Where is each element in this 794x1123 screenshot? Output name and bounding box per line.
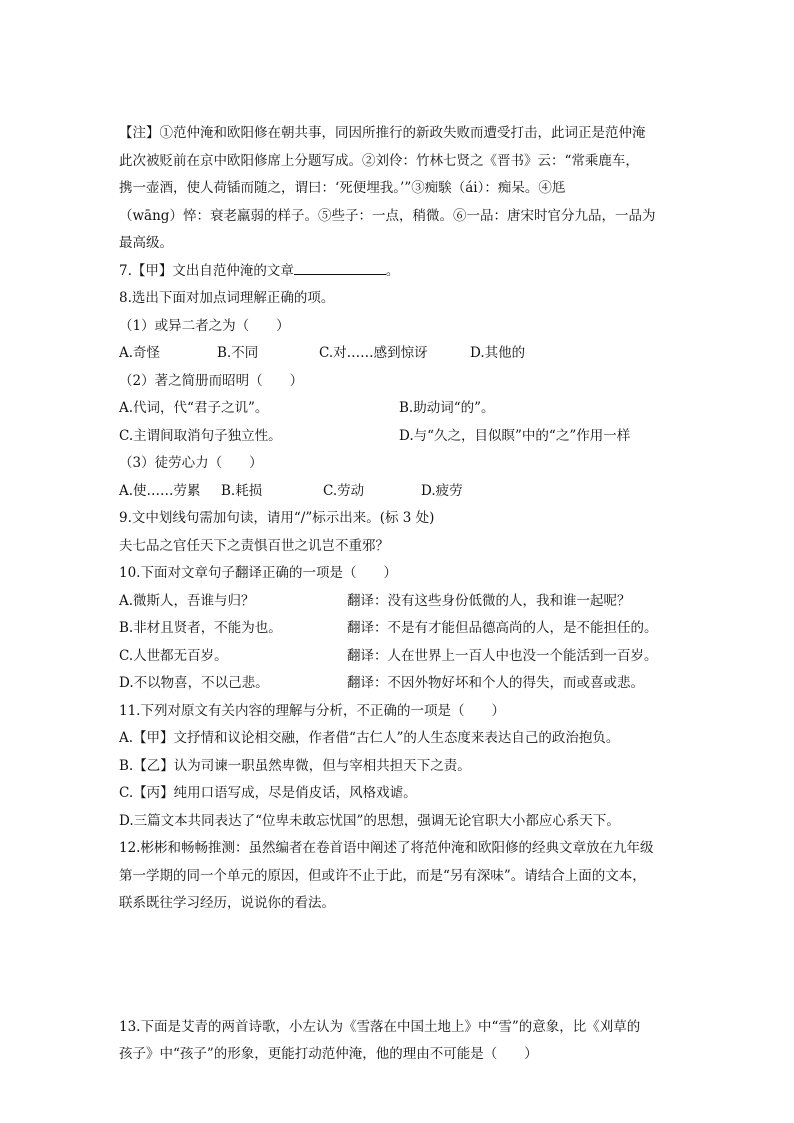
option-b[interactable]: B.耗损: [221, 482, 263, 499]
q10-sentence: A.微斯人，吾谁与归？: [119, 592, 255, 609]
question-8: [119, 285, 679, 505]
q8-sub1-options: [119, 340, 679, 368]
option-a[interactable]: A.使……劳累: [119, 482, 201, 499]
q10-translation: 翻译：不是有才能但品德高尚的人，是不能担任的。: [347, 620, 658, 636]
q10-option-row[interactable]: [119, 588, 679, 616]
q8-sub2-options-row2: [119, 423, 679, 451]
question-12: [119, 835, 679, 918]
q8-sub3-options: [119, 478, 679, 506]
q10-option-row[interactable]: [119, 615, 679, 643]
question-7: [119, 258, 679, 286]
option-d[interactable]: D.其他的: [470, 345, 526, 361]
q9-stem: 9.文中划线句需加句读，请用“/”标示出来。(标 3 处): [119, 510, 435, 526]
option-a[interactable]: A.代词，代“君子之讥”。: [119, 400, 269, 416]
q10-translation: 翻译：没有这些身份低微的人，我和谁一起呢？: [347, 592, 631, 609]
answer-space[interactable]: [119, 918, 679, 1014]
option-a[interactable]: A.【甲】文抒情和议论相交融，作者借“古仁人”的人生态度来表达自己的政治抱负。: [119, 730, 620, 746]
q7-stem: 7.【甲】文出自范仲淹的文章: [119, 262, 294, 279]
option-b[interactable]: B.助动词“的”。: [399, 400, 495, 416]
q10-translation: 翻译：人在世界上一百人中也没一个能活到一百岁。: [347, 647, 658, 664]
q12-line: 12.彬彬和畅畅推测：虽然编者在卷首语中阐述了将范仲淹和欧阳修的经典文章放在九年级: [119, 840, 654, 856]
note-line: 携一壶酒，使人荷锸而随之，谓曰：‘死便埋我。’”③痴騃（ái）：痴呆。④尪: [119, 180, 566, 196]
q8-sub1-stem: （1）或异二者之为（ ）: [119, 317, 290, 334]
q9-sentence[interactable]: 夫七品之官任天下之责惧百世之讥岂不重邪？: [119, 537, 389, 554]
question-11: [119, 698, 679, 836]
option-a[interactable]: A.奇怪: [119, 345, 161, 361]
exam-page: [119, 120, 679, 1069]
option-c[interactable]: C.主谓间取消句子独立性。: [119, 427, 282, 444]
option-d[interactable]: D.三篇文本共同表达了“位卑未敢忘忧国”的思想，强调无论官职大小都应心系天下。: [119, 812, 620, 829]
q10-sentence: B.非材且贤者，不能为也。: [119, 620, 282, 636]
question-10: [119, 560, 679, 698]
q7-end: 。: [385, 262, 400, 279]
note-block: [119, 120, 679, 258]
q8-stem: 8.选出下面对加点词理解正确的项。: [119, 290, 335, 306]
option-b[interactable]: B.【乙】认为司谏一职虽然卑微，但与宰相共担天下之责。: [119, 757, 471, 774]
question-13: [119, 1014, 679, 1069]
q8-sub3-stem: （3）徒劳心力（ ）: [119, 455, 263, 471]
note-line: （wāng）悴：衰老羸弱的样子。⑤些子：一点，稍微。⑥一品：唐宋时官分九品，一品为: [119, 207, 656, 224]
note-line: 【注】①范仲淹和欧阳修在朝共事，同因所推行的新政失败而遭受打击，此词正是范仲淹: [119, 125, 646, 141]
option-d[interactable]: D.与“久之，目似瞑”中的“之”作用一样: [399, 427, 631, 444]
q11-stem: 11.下列对原文有关内容的理解与分析，不正确的一项是（ ）: [119, 702, 505, 719]
q10-sentence: C.人世都无百岁。: [119, 647, 228, 664]
option-c[interactable]: C.对……感到惊讶: [319, 345, 428, 361]
note-line: 此次被贬前在京中欧阳修席上分题写成。②刘伶：竹林七贤之《晋书》云：“常乘鹿车，: [119, 152, 639, 169]
option-c[interactable]: C.【丙】纯用口语写成，尽是俏皮话，风格戏谑。: [119, 785, 417, 801]
q12-line: 联系既往学习经历，说说你的看法。: [119, 895, 335, 911]
q10-option-row[interactable]: [119, 643, 679, 671]
question-9: [119, 505, 679, 560]
q13-line: 13.下面是艾青的两首诗歌，小左认为《雪落在中国土地上》中“雪”的意象，比《刈草的: [119, 1018, 641, 1035]
q13-line: 孩子》中“孩子”的形象，更能打动范仲淹，他的理由不可能是（ ）: [119, 1046, 538, 1062]
q8-sub2-options-row1: [119, 395, 679, 423]
option-d[interactable]: D.疲劳: [421, 482, 463, 499]
q8-sub2-stem: （2）著之简册而昭明（ ）: [119, 372, 304, 389]
q10-sentence: D.不以物喜，不以己悲。: [119, 675, 269, 691]
q10-stem: 10.下面对文章句子翻译正确的一项是（ ）: [119, 565, 397, 581]
note-line: 最高级。: [119, 235, 173, 251]
q7-answer-blank[interactable]: [294, 260, 386, 275]
option-b[interactable]: B.不同: [217, 345, 259, 361]
q10-option-row[interactable]: [119, 670, 679, 698]
q12-line: 第一学期的同一个单元的原因，但或许不止于此，而是“另有深味”。请结合上面的文本，: [119, 867, 646, 884]
option-c[interactable]: C.劳动: [323, 482, 365, 499]
q10-translation: 翻译：不因外物好坏和个人的得失，而或喜或悲。: [347, 675, 644, 691]
